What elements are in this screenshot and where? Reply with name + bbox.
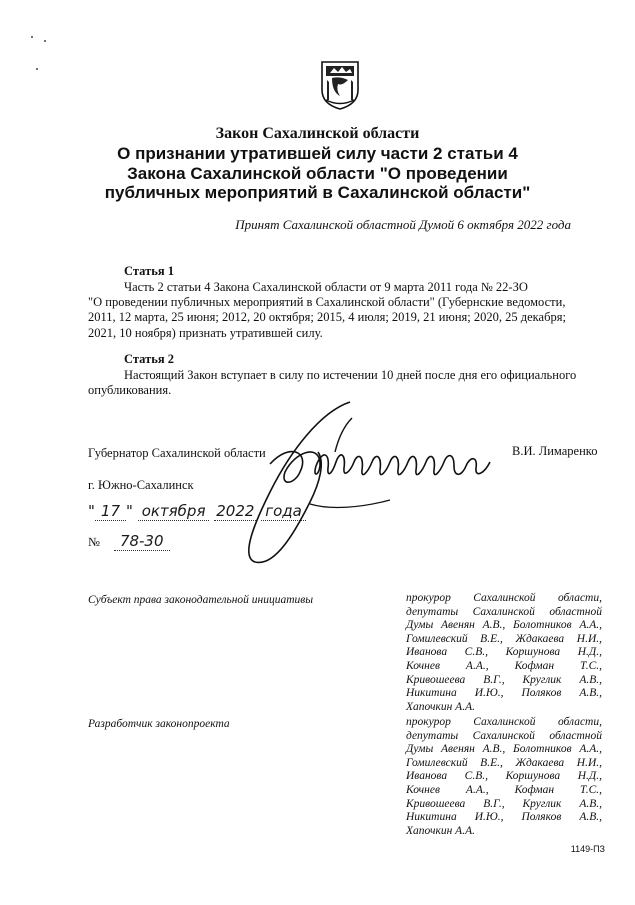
date-suffix: года [261,502,306,521]
developer-line: Никитина И.Ю., Поляков А.В., [406,811,602,824]
coat-of-arms-icon [318,60,362,110]
subject-line: Кривошеева В.Г., Круглик А.В., [406,673,602,686]
developer-line: Иванова С.В., Коршунова Н.Д., [406,770,602,783]
date-day: 17 [95,502,126,521]
number-value: 78-30 [114,532,170,551]
subject-line: Гомилевский В.Е., Ждакаева Н.И., [406,632,602,645]
article-1-line: Часть 2 статьи 4 Закона Сахалинской области от 9 марта 2011 года № 22-ЗО [124,280,528,294]
article-2-line: Настоящий Закон вступает в силу по истечении 10 дней после дня его официального [124,368,577,382]
subject-label: Субъект права законодательной инициативы [88,594,314,606]
article-2-title: Статья 2 [124,352,174,366]
subject-line: Хапочкин А.А. [406,700,475,713]
governor-name: В.И. Лимаренко [512,444,598,458]
scan-speck [44,40,46,42]
date-year: 2022 [216,502,255,520]
law-subject [0,144,635,203]
law-subject-line: Закона Сахалинской области "О проведении [127,163,508,183]
article-1-line: 2011, 12 марта, 25 июня; 2012, 20 октября; 2015, 4 июля; 2019, 21 июня; 2020, 25 декабря; [88,310,566,325]
scan-speck [36,68,38,70]
developer-names [406,716,602,838]
law-subject-line: О признании утратившей силу части 2 статьи 4 [117,144,518,163]
scan-speck [31,36,33,38]
subject-names [406,592,602,714]
article-1-text [88,280,600,341]
subject-line: Думы Авенян А.В., Болотников А.А., [406,619,602,632]
governor-signature [200,392,510,572]
developer-line: Думы Авенян А.В., Болотников А.А., [406,743,602,756]
article-2-line: опубликования. [88,383,172,398]
subject-line: Иванова С.В., Коршунова Н.Д., [406,646,602,659]
article-1-line: 2021, 10 ноября) признать утратившей силу. [88,325,323,340]
adoption-note: Принят Сахалинской областной Думой 6 октября 2022 года [235,217,571,232]
subject-line: прокурор Сахалинской области, [406,592,602,604]
date-open-quote: " [88,502,95,520]
developer-line: Кочнев А.А., Кофман Т.С., [406,783,602,796]
article-1-line: "О проведении публичных мероприятий в Сахалинской области" (Губернские ведомости, [88,295,566,310]
governor-title: Губернатор Сахалинской области [88,446,266,460]
document-title: Закон Сахалинской области [215,125,420,142]
developer-line: Кривошеева В.Г., Круглик А.В., [406,797,602,810]
developer-line: Хапочкин А.А. [406,824,475,837]
law-number [88,532,170,551]
subject-line: Никитина И.Ю., Поляков А.В., [406,687,602,700]
subject-line: депутаты Сахалинской областной [406,605,602,618]
law-subject-line: публичных мероприятий в Сахалинской области" [104,183,531,202]
developer-label: Разработчик законопроекта [88,718,230,730]
subject-line: Кочнев А.А., Кофман Т.С., [406,659,602,672]
date-close-quote: " [126,502,133,520]
developer-line: прокурор Сахалинской области, [406,716,602,728]
number-label: № [88,535,100,549]
developer-line: депутаты Сахалинской областной [406,729,602,742]
article-1-title: Статья 1 [124,264,174,278]
developer-line: Гомилевский В.Е., Ждакаева Н.И., [406,756,602,769]
document-code: 1149-ПЗ [570,844,605,854]
date-month: октября [138,502,210,521]
city: г. Южно-Сахалинск [88,478,194,492]
